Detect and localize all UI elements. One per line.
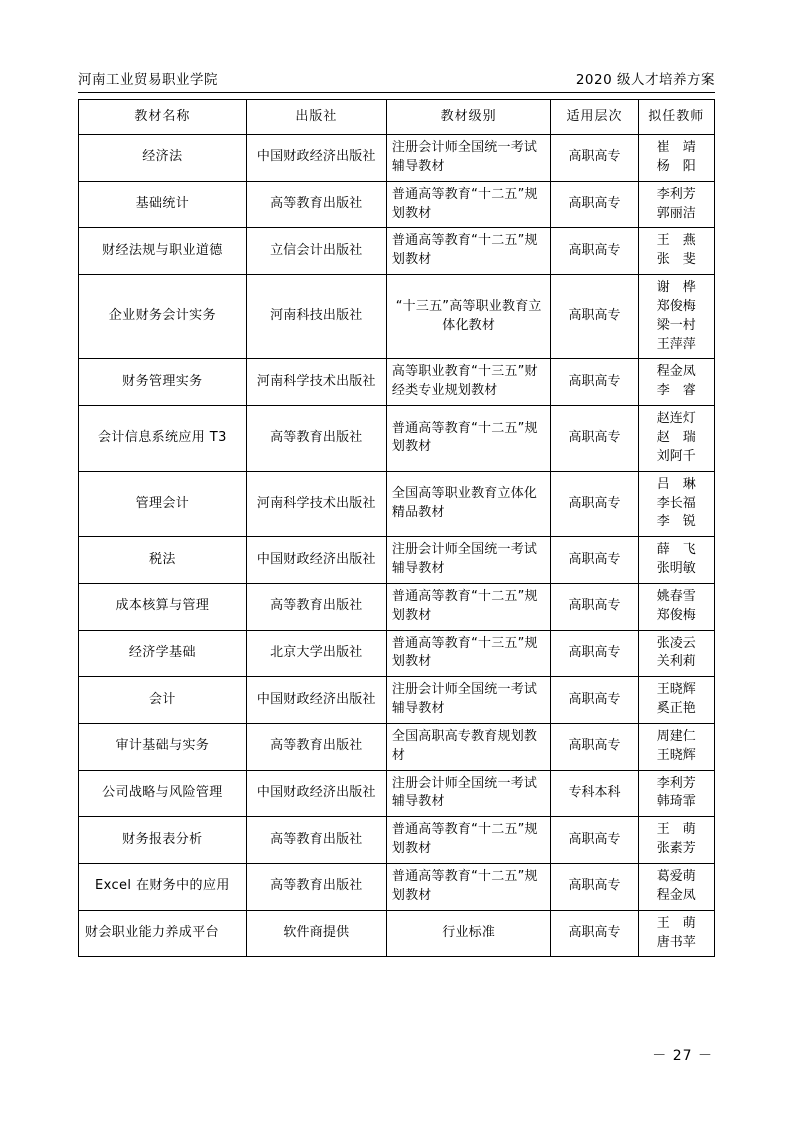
- teacher-name: 姚春雪: [656, 588, 696, 604]
- table-row: [79, 630, 715, 677]
- teacher-name: 李利芳: [656, 775, 696, 791]
- table-row: [79, 228, 715, 275]
- cell-publisher: 高等教育出版社: [246, 181, 386, 228]
- table-row: [79, 181, 715, 228]
- table-row: [79, 864, 715, 911]
- table-row: [79, 910, 715, 957]
- cell-publisher: 中国财政经济出版社: [246, 770, 386, 817]
- column-header-name: 教材名称: [79, 100, 247, 135]
- cell-publisher: 中国财政经济出版社: [246, 537, 386, 584]
- page-header: [78, 68, 715, 88]
- cell-publisher: 高等教育出版社: [246, 723, 386, 770]
- cell-tier: 高职高专: [551, 537, 638, 584]
- teacher-name: 王萍萍: [656, 336, 696, 352]
- cell-level: 注册会计师全国统一考试辅导教材: [386, 537, 551, 584]
- cell-name: 会计信息系统应用 T3: [79, 406, 247, 472]
- teacher-name: 李 睿: [656, 383, 696, 399]
- cell-tier: 高职高专: [551, 228, 638, 275]
- teacher-name: 王晓辉: [656, 682, 696, 698]
- cell-tier: 高职高专: [551, 864, 638, 911]
- cell-level: 全国高等职业教育立体化精品教材: [386, 471, 551, 537]
- table-row: [79, 471, 715, 537]
- cell-publisher: 高等教育出版社: [246, 817, 386, 864]
- cell-teachers: [638, 406, 714, 472]
- teacher-name: 葛爱萌: [656, 869, 696, 884]
- cell-teachers: [638, 181, 714, 228]
- column-header-publisher: 出版社: [246, 100, 386, 135]
- cell-publisher: 北京大学出版社: [246, 630, 386, 677]
- table-row: [79, 770, 715, 817]
- teacher-name: 张 斐: [656, 252, 696, 268]
- cell-publisher: 高等教育出版社: [246, 406, 386, 472]
- cell-name: 会计: [79, 677, 247, 724]
- cell-teachers: [638, 471, 714, 537]
- teacher-name: 王晓辉: [656, 747, 696, 763]
- cell-tier: 高职高专: [551, 630, 638, 677]
- teacher-name: 程金凤: [656, 364, 696, 380]
- cell-tier: 高职高专: [551, 471, 638, 537]
- cell-tier: 高职高专: [551, 406, 638, 472]
- table-row: [79, 359, 715, 406]
- table-row: [79, 583, 715, 630]
- teacher-name: 郭丽洁: [656, 205, 696, 221]
- cell-tier: 高职高专: [551, 677, 638, 724]
- cell-teachers: [638, 228, 714, 275]
- cell-tier: 高职高专: [551, 135, 638, 182]
- teacher-name: 韩琦霏: [656, 794, 696, 810]
- cell-level: 普通高等教育“十二五”规划教材: [386, 583, 551, 630]
- cell-publisher: 河南科技出版社: [246, 275, 386, 359]
- table-row: [79, 406, 715, 472]
- cell-publisher: 立信会计出版社: [246, 228, 386, 275]
- cell-level: 普通高等教育“十二五”规划教材: [386, 817, 551, 864]
- teacher-name: 唐书苹: [656, 934, 696, 950]
- cell-publisher: 高等教育出版社: [246, 583, 386, 630]
- cell-publisher: 河南科学技术出版社: [246, 471, 386, 537]
- table-body: [79, 135, 715, 957]
- cell-name: 财会职业能力养成平台: [79, 910, 247, 957]
- cell-name: 管理会计: [79, 471, 247, 537]
- teacher-name: 郑俊梅: [656, 607, 696, 623]
- cell-level: 全国高职高专教育规划教材: [386, 723, 551, 770]
- table-row: [79, 537, 715, 584]
- table-row: [79, 135, 715, 182]
- cell-name: 财经法规与职业道德: [79, 228, 247, 275]
- cell-teachers: [638, 770, 714, 817]
- cell-teachers: [638, 864, 714, 911]
- cell-level: 普通高等教育“十三五”规划教材: [386, 630, 551, 677]
- cell-tier: 高职高专: [551, 817, 638, 864]
- cell-name: 财务报表分析: [79, 817, 247, 864]
- teacher-name: 程金凤: [656, 887, 696, 903]
- cell-name: 公司战略与风险管理: [79, 770, 247, 817]
- column-header-teacher: 拟任教师: [638, 100, 714, 135]
- teacher-name: 赵连灯: [656, 411, 696, 427]
- teacher-name: 张素芳: [656, 841, 696, 857]
- cell-teachers: [638, 583, 714, 630]
- cell-tier: 专科本科: [551, 770, 638, 817]
- cell-level: “十三五”高等职业教育立体化教材: [386, 275, 551, 359]
- cell-name: 税法: [79, 537, 247, 584]
- cell-level: 注册会计师全国统一考试辅导教材: [386, 770, 551, 817]
- teacher-name: 李长福: [656, 495, 696, 511]
- teacher-name: 谢 桦: [656, 280, 696, 296]
- cell-publisher: 软件商提供: [246, 910, 386, 957]
- teacher-name: 吕 琳: [656, 476, 696, 492]
- cell-teachers: [638, 723, 714, 770]
- teacher-name: 王 萌: [656, 915, 696, 931]
- cell-name: 企业财务会计实务: [79, 275, 247, 359]
- teacher-name: 刘阿千: [656, 448, 696, 464]
- teacher-name: 李利芳: [656, 186, 696, 202]
- teacher-name: 崔 靖: [656, 140, 696, 155]
- cell-tier: 高职高专: [551, 359, 638, 406]
- teacher-name: 奚正艳: [656, 701, 696, 717]
- header-rule: [78, 92, 715, 93]
- cell-tier: 高职高专: [551, 275, 638, 359]
- column-header-tier: 适用层次: [551, 100, 638, 135]
- cell-name: Excel 在财务中的应用: [79, 864, 247, 911]
- cell-teachers: [638, 135, 714, 182]
- table-row: [79, 677, 715, 724]
- cell-level: 注册会计师全国统一考试辅导教材: [386, 135, 551, 182]
- teacher-name: 王 燕: [656, 233, 696, 249]
- cell-level: 普通高等教育“十二五”规划教材: [386, 181, 551, 228]
- cell-teachers: [638, 677, 714, 724]
- table-row: [79, 275, 715, 359]
- table-row: [79, 723, 715, 770]
- column-header-level: 教材级别: [386, 100, 551, 135]
- textbook-table: [78, 99, 715, 957]
- table-row: [79, 817, 715, 864]
- cell-teachers: [638, 537, 714, 584]
- header-institution: 河南工业贸易职业学院: [78, 72, 218, 88]
- teacher-name: 赵 瑞: [656, 429, 696, 445]
- cell-name: 审计基础与实务: [79, 723, 247, 770]
- cell-name: 基础统计: [79, 181, 247, 228]
- cell-level: 普通高等教育“十二五”规划教材: [386, 864, 551, 911]
- cell-level: 普通高等教育“十二五”规划教材: [386, 406, 551, 472]
- cell-name: 经济学基础: [79, 630, 247, 677]
- teacher-name: 杨 阳: [656, 158, 696, 174]
- teacher-name: 薛 飞: [656, 542, 696, 558]
- cell-publisher: 高等教育出版社: [246, 864, 386, 911]
- cell-publisher: 中国财政经济出版社: [246, 135, 386, 182]
- cell-level: 注册会计师全国统一考试辅导教材: [386, 677, 551, 724]
- cell-tier: 高职高专: [551, 910, 638, 957]
- cell-level: 行业标准: [386, 910, 551, 957]
- cell-teachers: [638, 910, 714, 957]
- cell-level: 高等职业教育“十三五”财经类专业规划教材: [386, 359, 551, 406]
- cell-level: 普通高等教育“十二五”规划教材: [386, 228, 551, 275]
- teacher-name: 李 锐: [656, 514, 696, 530]
- header-document-title: 2020 级人才培养方案: [575, 72, 715, 88]
- table-header-row: [79, 100, 715, 135]
- cell-teachers: [638, 630, 714, 677]
- cell-name: 经济法: [79, 135, 247, 182]
- teacher-name: 张凌云: [656, 635, 696, 651]
- page-number: － 27 －: [652, 1048, 713, 1064]
- teacher-name: 关利莉: [656, 654, 696, 670]
- teacher-name: 王 萌: [656, 822, 696, 838]
- teacher-name: 郑俊梅: [656, 298, 696, 314]
- cell-publisher: 中国财政经济出版社: [246, 677, 386, 724]
- teacher-name: 周建仁: [656, 728, 696, 744]
- cell-teachers: [638, 817, 714, 864]
- cell-teachers: [638, 359, 714, 406]
- cell-tier: 高职高专: [551, 583, 638, 630]
- cell-tier: 高职高专: [551, 181, 638, 228]
- teacher-name: 梁一村: [656, 317, 696, 333]
- cell-name: 成本核算与管理: [79, 583, 247, 630]
- cell-publisher: 河南科学技术出版社: [246, 359, 386, 406]
- cell-teachers: [638, 275, 714, 359]
- teacher-name: 张明敏: [656, 561, 696, 577]
- cell-name: 财务管理实务: [79, 359, 247, 406]
- cell-tier: 高职高专: [551, 723, 638, 770]
